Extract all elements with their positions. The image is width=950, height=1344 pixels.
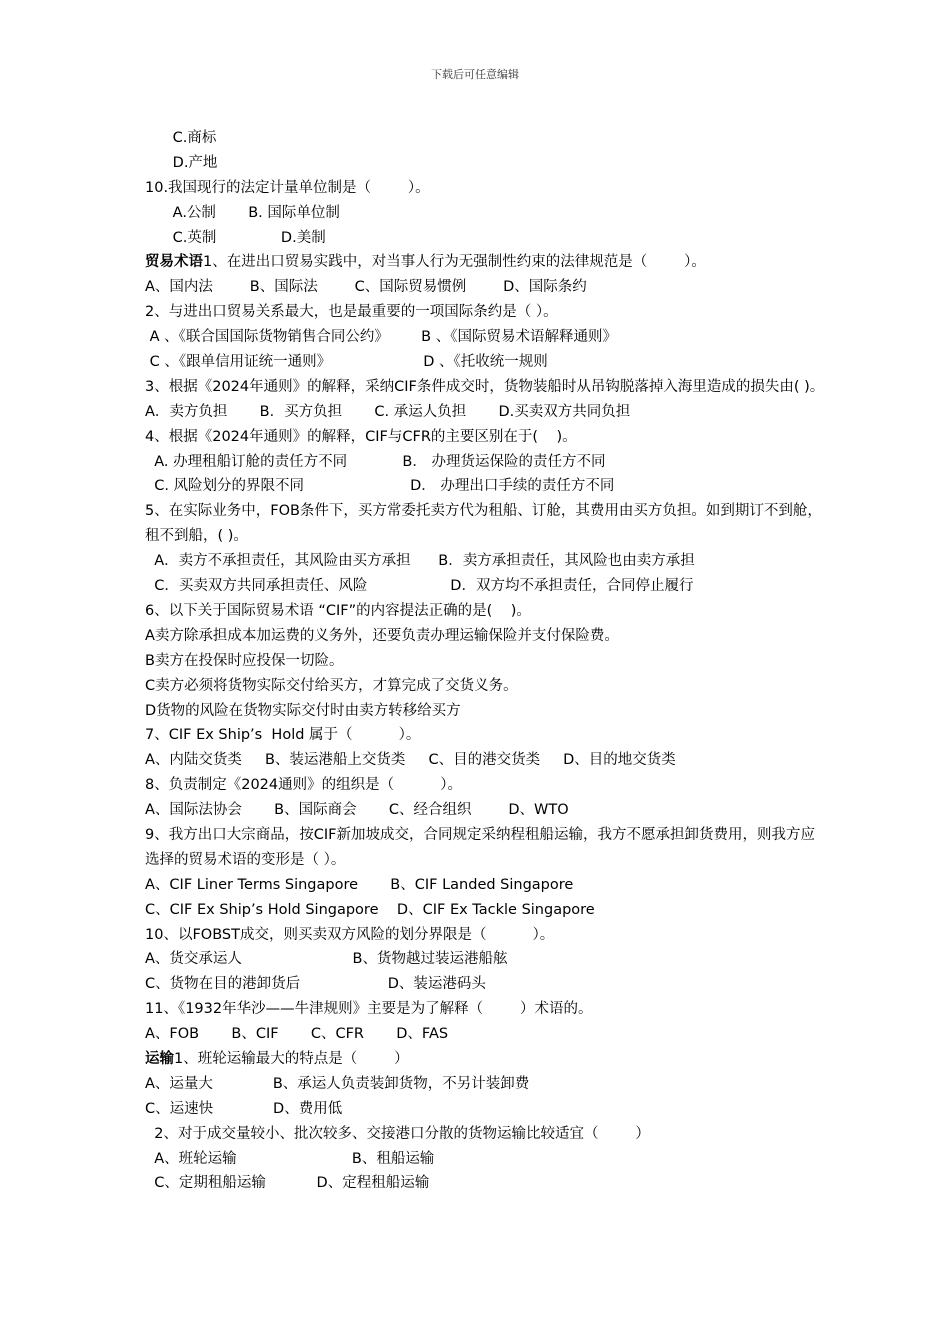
section-question-line: [145, 250, 825, 275]
options-line: A、国际法协会 B、国际商会 C、经合组织 D、WTO: [145, 802, 569, 819]
question-line: 9、我方出口大宗商品，按CIF新加坡成交，合同规定采纳程租船运输，我方不愿承担卸货费用，则我方应选择的贸易术语的变形是（ ）。: [145, 826, 815, 868]
question-text: 1、在进出口贸易实践中，对当事人行为无强制性约束的法律规范是（ ）。: [203, 254, 706, 271]
question-text: 1、班轮运输最大的特点是（ ）: [174, 1051, 409, 1068]
options-line: C.英制 D.美制: [145, 229, 326, 246]
options-line: A、运量大 B、承运人负责装卸货物，不另计装卸费: [145, 1075, 530, 1092]
options-line: C. 风险划分的界限不同 D． 办理出口手续的责任方不同: [145, 478, 615, 495]
question-line: 2、对于成交量较小、批次较多、交接港口分散的货物运输比较适宜（ ）: [145, 1125, 650, 1142]
options-line: A. 办理租船订舱的责任方不同 B． 办理货运保险的责任方不同: [145, 453, 606, 470]
options-line: C．买卖双方共同承担责任、风险 D．双方均不承担责任，合同停止履行: [145, 578, 694, 595]
options-line: C、货物在目的港卸货后 D、装运港码头: [145, 976, 486, 993]
options-line: C、CIF Ex Ship’s Hold Singapore D、CIF Ex Tackle Singapore: [145, 901, 595, 918]
options-line: A、货交承运人 B、货物越过装运港船舷: [145, 951, 508, 968]
question-line: 7、CIF Ex Ship’s Hold 属于（ ）。: [145, 727, 421, 744]
question-line: 3、根据《2024年通则》的解释，采纳CIF条件成交时，货物装船时从吊钩脱落掉入海里造成的损失由( )。: [145, 378, 825, 395]
option-line: D货物的风险在货物实际交付时由卖方转移给买方: [145, 702, 461, 719]
option-line: C卖方必须将货物实际交付给买方，才算完成了交货义务。: [145, 677, 518, 694]
question-line: 5、在实际业务中，FOB条件下，买方常委托卖方代为租船、订舱，其费用由买方负担。如到期订不到舱，租不到船，( )。: [145, 503, 822, 545]
text-line: C.商标: [145, 130, 217, 146]
question-line: 8、负责制定《2024通则》的组织是（ ）。: [145, 777, 462, 794]
options-line: A、班轮运输 B、租船运输: [145, 1150, 435, 1167]
options-line: C、定期租船运输 D、定程租船运输: [145, 1175, 430, 1192]
options-line: C、运速快 D、费用低: [145, 1100, 343, 1117]
options-line: A 、《联合国国际货物销售合同公约》 B 、《国际贸易术语解释通则》: [145, 329, 617, 346]
options-line: C 、《跟单信用证统一通则》 D 、《托收统一规则: [145, 354, 548, 371]
text-line: D.产地: [145, 154, 218, 171]
options-line: A．卖方不承担责任，其风险由买方承担 B．卖方承担责任，其风险也由卖方承担: [145, 553, 695, 570]
page-header: 下载后可任意编辑: [431, 68, 519, 81]
options-line: A、CIF Liner Terms Singapore B、CIF Landed Singapore: [145, 876, 574, 893]
option-line: A卖方除承担成本加运费的义务外，还要负责办理运输保险并支付保险费。: [145, 627, 619, 644]
question-line: 10、以FOBST成交，则买卖双方风险的划分界限是（ ）。: [145, 926, 555, 943]
options-line: A、国内法 B、国际法 C、国际贸易惯例 D、国际条约: [145, 279, 587, 296]
options-line: A、内陆交货类 B、装运港船上交货类 C、目的港交货类 D、目的地交货类: [145, 752, 676, 769]
question-line: 4、根据《2024年通则》的解释，CIF与CFR的主要区别在于( )。: [145, 428, 577, 445]
options-line: A.公制 B. 国际单位制: [145, 204, 340, 221]
options-line: A、FOB B、CIF C、CFR D、FAS: [145, 1026, 449, 1043]
section-label-transport: 运输: [145, 1051, 174, 1068]
question-line: 11、《1932年华沙——牛津规则》主要是为了解释（ ）术语的。: [145, 1001, 593, 1018]
question-line: 6、以下关于国际贸易术语 “CIF”的内容提法正确的是( )。: [145, 602, 531, 619]
options-line: A．卖方负担 B．买方负担 C. 承运人负担 D.买卖双方共同负担: [145, 403, 631, 420]
question-line: 10.我国现行的法定计量单位制是（ ）。: [145, 179, 430, 196]
section-question-line: [145, 1047, 825, 1072]
option-line: B卖方在投保时应投保一切险。: [145, 652, 344, 669]
document-body: [145, 126, 825, 1196]
section-label-trade-terms: 贸易术语: [145, 254, 203, 271]
question-line: 2、与进出口贸易关系最大，也是最重要的一项国际条约是（ ）。: [145, 304, 558, 321]
